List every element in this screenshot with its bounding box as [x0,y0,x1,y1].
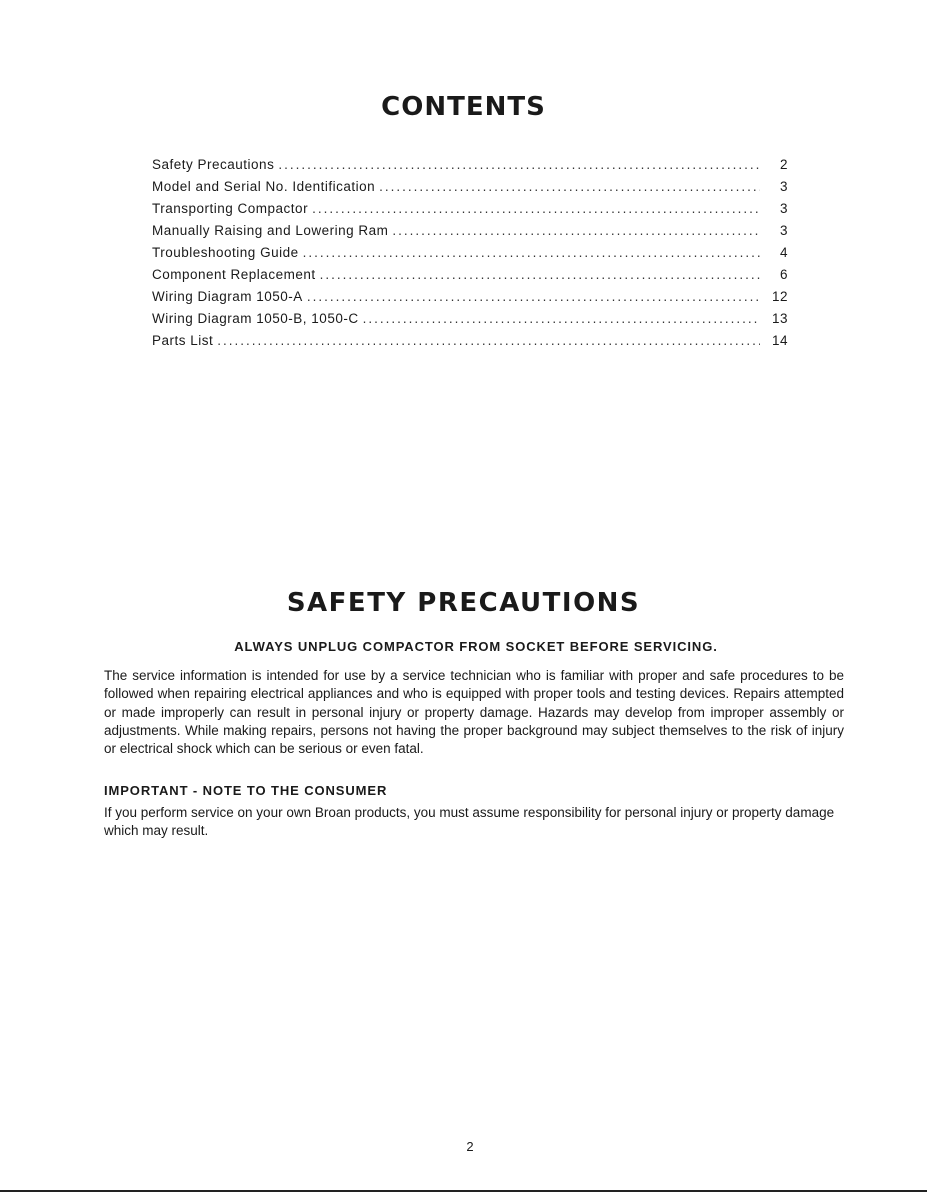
toc-entry-manually-raising [152,223,788,245]
toc-dot-leader [320,267,760,282]
toc-entry-safety-precautions [152,157,788,179]
toc-dot-leader [278,157,760,172]
toc-entry-model-serial [152,179,788,201]
toc-entry-title: Manually Raising and Lowering Ram [152,223,389,238]
bottom-rule-divider [0,1190,927,1192]
unplug-warning: ALWAYS UNPLUG COMPACTOR FROM SOCKET BEFORE SERVICING. [234,639,718,654]
toc-dot-leader [392,223,760,238]
important-note-heading: IMPORTANT - NOTE TO THE CONSUMER [104,783,388,798]
toc-entry-page: 4 [779,245,788,260]
toc-entry-troubleshooting [152,245,788,267]
table-of-contents [152,157,788,355]
toc-entry-title: Troubleshooting Guide [152,245,299,260]
toc-entry-title: Component Replacement [152,267,316,282]
toc-entry-title: Parts List [152,333,214,348]
toc-entry-page: 3 [779,179,788,194]
toc-entry-page: 12 [771,289,788,304]
toc-entry-page: 6 [779,267,788,282]
toc-entry-title: Wiring Diagram 1050-B, 1050-C [152,311,359,326]
toc-entry-page: 2 [779,157,788,172]
toc-entry-title: Transporting Compactor [152,201,309,216]
toc-entry-component-replacement [152,267,788,289]
toc-entry-page: 3 [779,201,788,216]
toc-dot-leader [217,333,760,348]
page-number: 2 [466,1139,474,1154]
toc-entry-transporting [152,201,788,223]
toc-entry-parts-list [152,333,788,355]
toc-dot-leader [312,201,760,216]
toc-dot-leader [307,289,760,304]
toc-entry-wiring-1050bc [152,311,788,333]
toc-entry-page: 13 [771,311,788,326]
toc-entry-title: Model and Serial No. Identification [152,179,376,194]
toc-entry-wiring-1050a [152,289,788,311]
contents-title: CONTENTS [381,92,546,122]
toc-dot-leader [379,179,760,194]
toc-entry-page: 3 [779,223,788,238]
safety-precautions-title: SAFETY PRECAUTIONS [286,588,641,618]
toc-entry-title: Wiring Diagram 1050-A [152,289,303,304]
toc-entry-title: Safety Precautions [152,157,275,172]
consumer-note-paragraph: If you perform service on your own Broan products, you must assume responsibility for personal injury or property damage which may result. [104,805,835,839]
toc-dot-leader [363,311,760,326]
toc-dot-leader [303,245,760,260]
toc-entry-page: 14 [771,333,788,348]
service-information-paragraph: The service information is intended for use by a service technician who is familiar with proper and safe procedures to be followed when repairing electrical appliances and who is equipped with proper tools and testing devices. Repairs attempted or made improperly can result in personal injury or property damage. Hazards may develop from improper assembly or adjustments. While making repairs, persons not having the proper background may subject themselves to the risk of injury or electrical shock which can be serious or even fatal. [104,668,844,757]
